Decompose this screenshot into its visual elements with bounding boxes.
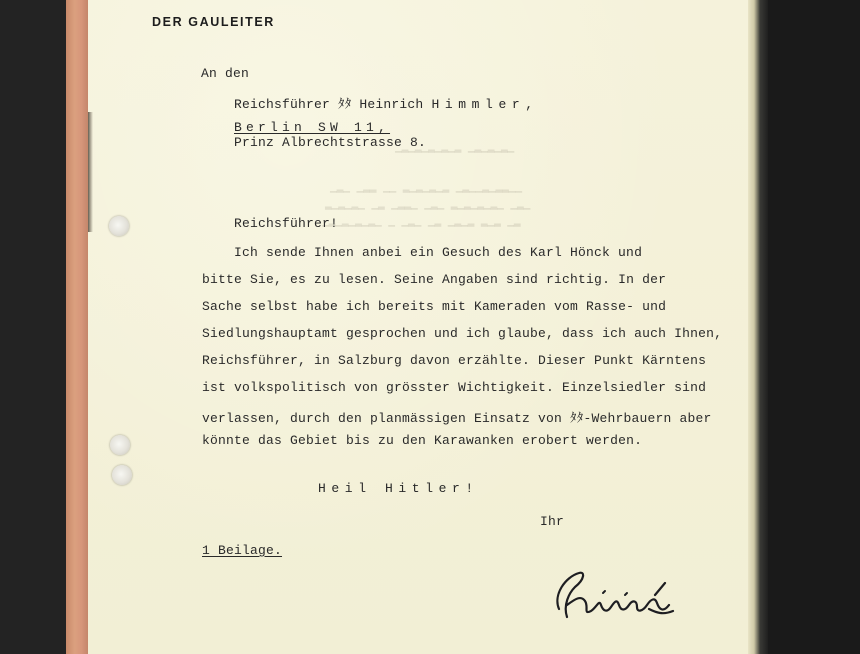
closing-greeting: Heil Hitler! bbox=[318, 481, 479, 496]
body-line-2: bitte Sie, es zu lesen. Seine Angaben sind richtig. In der bbox=[202, 272, 667, 287]
body-line-7: verlassen, durch den planmässigen Einsatz von ﾀﾀ-Wehrbauern aber bbox=[202, 411, 712, 426]
closing-ihr: Ihr bbox=[540, 514, 565, 529]
address-intro: An den bbox=[201, 66, 250, 81]
scan-right-border bbox=[768, 0, 860, 654]
page-edge-shadow bbox=[748, 0, 768, 654]
handwritten-signature bbox=[545, 565, 685, 627]
address-street: Prinz Albrechtstrasse 8. bbox=[234, 135, 427, 150]
body-line-3: Sache selbst habe ich bereits mit Kameraden vom Rasse- und bbox=[202, 299, 667, 314]
fold-shadow bbox=[88, 112, 93, 232]
bleed-through-text: ▁▂▁▂▁▂▁▂▁ ▁ ▁▂▁ ▁▂ ▁▂▁▂ ▂▁▂ ▁▂ bbox=[322, 216, 521, 228]
bleed-through-text: ▁▂▁▂▁▂▁▂▁▂ ▁▂▁▂▁▂▁ bbox=[395, 142, 515, 154]
recipient-title: Reichsführer ﾀﾀ Heinrich bbox=[234, 97, 424, 112]
letterhead: DER GAULEITER bbox=[152, 15, 275, 29]
body-line-8: könnte das Gebiet bis zu den Karawanken erobert werden. bbox=[202, 433, 643, 448]
binder-strip bbox=[66, 0, 88, 654]
punch-hole-top bbox=[109, 216, 129, 236]
bleed-through-text: ▂▁▂▁▂▁ ▁▂ ▁▂▂▁ ▁▂▁ ▂▁▂▁▂▁▂▁ ▁▂▁ bbox=[325, 199, 531, 211]
body-line-6: ist volkspolitisch von grösster Wichtigkeit. Einzelsiedler sind bbox=[202, 380, 707, 395]
bleed-through-text: ▁▂▁ ▁▂▂ ▁▁ ▂▁▂▁▂▁▂ ▁▂▁▁▂▁▂▂▁▁ bbox=[330, 182, 522, 194]
scan-left-border bbox=[0, 0, 66, 654]
address-city: Berlin SW 11, bbox=[234, 120, 391, 135]
address-recipient bbox=[234, 93, 539, 112]
enclosure-note: 1 Beilage. bbox=[202, 543, 283, 558]
recipient-surname: Himmler, bbox=[431, 97, 539, 112]
body-line-1: Ich sende Ihnen anbei ein Gesuch des Karl Hönck und bbox=[234, 245, 643, 260]
salutation: Reichsführer! bbox=[234, 216, 339, 231]
punch-hole-middle bbox=[110, 435, 130, 455]
body-line-5: Reichsführer, in Salzburg davon erzählte. Dieser Punkt Kärntens bbox=[202, 353, 707, 368]
punch-hole-bottom bbox=[112, 465, 132, 485]
body-line-4: Siedlungshauptamt gesprochen und ich glaube, dass ich auch Ihnen, bbox=[202, 326, 723, 341]
